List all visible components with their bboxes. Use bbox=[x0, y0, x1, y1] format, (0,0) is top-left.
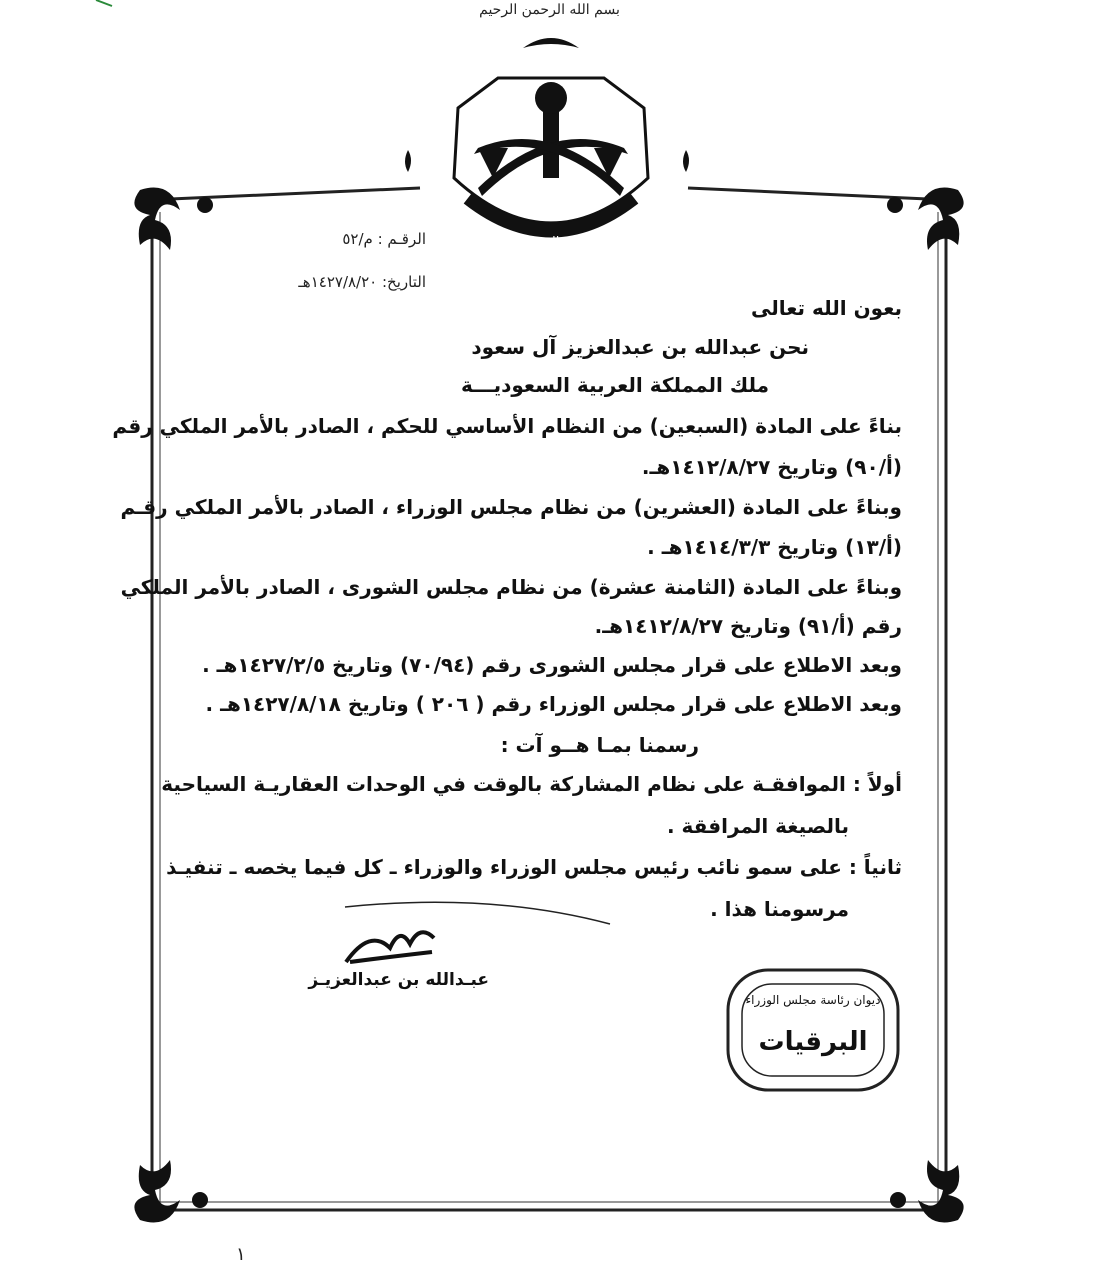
text-line: بناءً على المادة (السبعين) من النظام الأساسي للحكم ، الصادر بالأمر الملكي رقم bbox=[112, 414, 902, 438]
text-line: (أ/١٣) وتاريخ ١٤١٤/٣/٣هـ . bbox=[647, 535, 902, 559]
signatory-name: عبـدالله بن عبدالعزيـز bbox=[308, 970, 489, 990]
basmala: بسم الله الرحمن الرحيم bbox=[479, 2, 620, 18]
signature-stroke-icon bbox=[340, 892, 620, 932]
text-line: وبناءً على المادة (العشرين) من نظام مجلس الوزراء ، الصادر بالأمر الملكي رقـم bbox=[120, 495, 902, 519]
saudi-emblem-icon bbox=[438, 28, 664, 260]
text-line: ملك المملكة العربية السعوديـــة bbox=[460, 373, 769, 397]
text-line: نحن عبدالله بن عبدالعزيز آل سعود bbox=[471, 335, 809, 359]
page-number: ١ bbox=[236, 1244, 246, 1265]
reference-number: الرقـم : م/٥٢ bbox=[342, 230, 426, 248]
corner-ornament-top-right bbox=[887, 188, 964, 251]
text-line: أولاً : الموافقـة على نظام المشاركة بالوقت في الوحدات العقاريـة السياحية bbox=[161, 772, 902, 796]
corner-ornament-top-left bbox=[134, 188, 213, 251]
text-line: بالصيغة المرافقة . bbox=[666, 814, 849, 838]
document-date: التاريخ: ١٤٢٧/٨/٢٠هـ bbox=[298, 273, 426, 291]
text-line: مرسومنا هذا . bbox=[710, 897, 849, 921]
text-line: بعون الله تعالى bbox=[750, 296, 902, 320]
text-line: رسمنا بمـا هــو آت : bbox=[500, 733, 699, 757]
emblem-text: ملك المملكة العربية السعودية bbox=[471, 235, 631, 250]
official-seal-stamp bbox=[718, 960, 908, 1100]
text-line: ثانياً : على سمو نائب رئيس مجلس الوزراء والوزراء ـ كل فيما يخصه ـ تنفيـذ bbox=[166, 855, 902, 879]
text-line: رقم (أ/٩١) وتاريخ ١٤١٢/٨/٢٧هـ. bbox=[594, 614, 902, 638]
text-line: وبعد الاطلاع على قرار مجلس الشورى رقم (٧٠/٩٤) وتاريخ ١٤٢٧/٢/٥هـ . bbox=[202, 653, 902, 677]
corner-ornament-bottom-right bbox=[890, 1160, 964, 1223]
seal-top-text: ديوان رئاسة مجلس الوزراء bbox=[745, 993, 881, 1007]
text-line: وبعد الاطلاع على قرار مجلس الوزراء رقم ( ٢٠٦ ) وتاريخ ١٤٢٧/٨/١٨هـ . bbox=[205, 692, 902, 716]
corner-ornament-bottom-left bbox=[134, 1160, 208, 1223]
seal-center-text: البرقيات bbox=[758, 1027, 868, 1057]
text-line: وبناءً على المادة (الثامنة عشرة) من نظام مجلس الشورى ، الصادر بالأمر الملكي bbox=[120, 575, 902, 599]
text-line: (أ/٩٠) وتاريخ ١٤١٢/٨/٢٧هـ. bbox=[641, 455, 902, 479]
